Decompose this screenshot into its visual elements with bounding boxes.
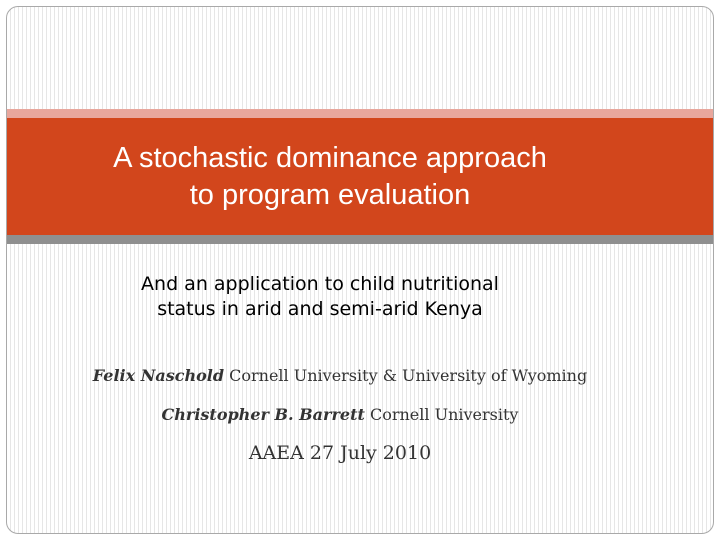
author-name: Felix Naschold	[92, 366, 225, 385]
slide-title-line-1: A stochastic dominance approach	[113, 141, 547, 174]
title-band-top-stripe	[7, 109, 713, 118]
author-name: Christopher B. Barrett	[161, 405, 365, 424]
slide-title	[50, 140, 610, 214]
title-band	[7, 118, 713, 235]
slide-subtitle-line-2: status in arid and semi-arid Kenya	[157, 298, 483, 320]
slide-title-line-2: to program evaluation	[189, 178, 471, 211]
title-band-bottom-stripe	[7, 235, 713, 244]
author-line-1	[20, 366, 660, 386]
slide-subtitle	[80, 272, 560, 322]
author-block	[20, 366, 660, 464]
author-affiliation: Cornell University	[369, 405, 519, 424]
event-date: AAEA 27 July 2010	[248, 442, 432, 464]
author-affiliation: Cornell University & University of Wyoming	[229, 366, 588, 385]
author-line-2	[20, 405, 660, 425]
slide-subtitle-line-1: And an application to child nutritional	[141, 273, 499, 295]
